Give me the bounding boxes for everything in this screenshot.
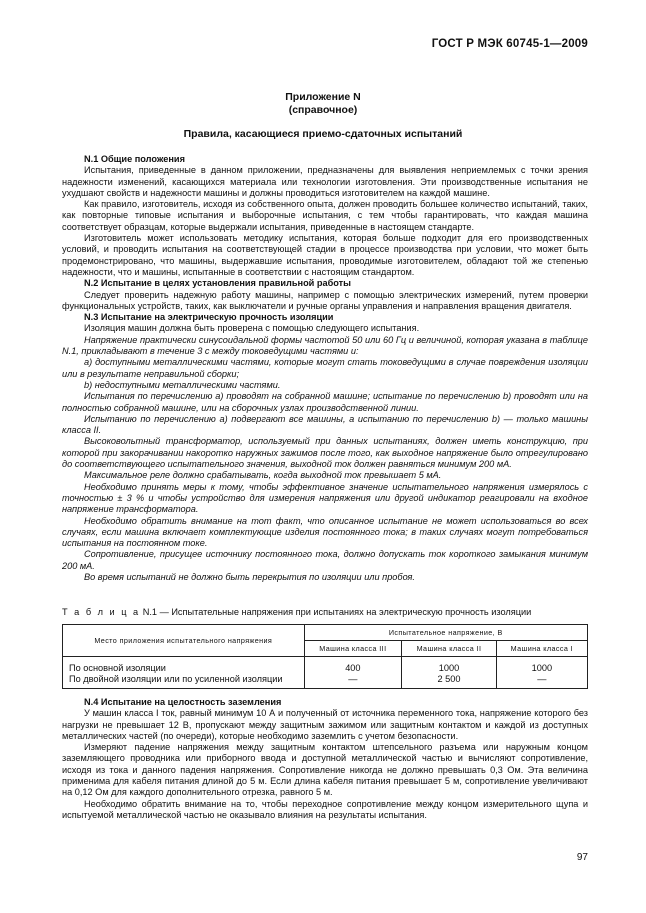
paragraph: Изготовитель может использовать методику испытания, которая больше подходит для его производственных условий, и проводить испытания на соответствующей стадии в процессе производства при условии, что может быть продемонстрировано, что машины, выдержавшие испытания, проводимые изготовителем, обладают той же степенью надежности, что и машины, испытанные в соответствии с настоящим стандартом.	[62, 233, 588, 277]
section-heading: N.4 Испытание на целостность заземления	[84, 697, 282, 707]
paragraph: Испытанию по перечислению a) подвергают все машины, а испытанию по перечислению b) — только машины класса II.	[62, 413, 588, 436]
document-header: ГОСТ Р МЭК 60745-1—2009	[431, 38, 588, 50]
paragraph: Напряжение практически синусоидальной формы частотой 50 или 60 Гц и величиной, которая указана в таблице N.1, прикладывают в течение 3 с между токоведущими частями и:	[62, 334, 588, 357]
cell-value: 1000	[531, 663, 553, 673]
col-header-class2: Машина класса II	[402, 641, 497, 657]
appendix-title: Правила, касающиеся приемо-сдаточных испытаний	[183, 128, 463, 140]
col-header-voltage: Испытательное напряжение, В	[304, 625, 588, 641]
paragraph: У машин класса I ток, равный минимум 10 А и полученный от источника переменного тока, напряжение которого без нагрузки не превышает 12 В, пропускают между защитным зажимом или защитным контактом и каждой из доступных металлических частей (по очереди), которые необходимо заземлить с учетом безопасности.	[62, 708, 588, 741]
table-caption-text: N.1 — Испытательные напряжения при испытаниях на электрическую прочность изоляции	[142, 607, 532, 617]
paragraph: Необходимо принять меры к тому, чтобы эффективное значение испытательного напряжения измерялось с точностью ± 3 % и чтобы устройство для измерения напряжения или другой индикатор реагировали на входное напряжение трансформатора.	[62, 481, 588, 515]
appendix-name: Приложение N	[285, 91, 361, 103]
col-header-class3: Машина класса III	[304, 641, 402, 657]
section-heading: N.3 Испытание на электрическую прочность изоляции	[84, 312, 334, 323]
cell-class1	[496, 657, 587, 689]
col-header-class1: Машина класса I	[496, 641, 587, 657]
row-label-double: По двойной изоляции или по усиленной изоляции	[69, 674, 283, 684]
section-heading: N.2 Испытание в целях установления правильной работы	[84, 278, 352, 289]
cell-value: 1000	[438, 663, 460, 673]
paragraph: b) недоступными металлическими частями.	[84, 379, 281, 390]
page-number: 97	[576, 852, 588, 863]
paragraph: Необходимо обратить внимание на тот факт, что описанное испытание не может использоваться во всех случаях, если машина включает комплектующие изделия постоянного тока; в таких случаях могут потребоваться испытания на постоянном токе.	[62, 515, 588, 549]
section-body-1	[62, 154, 588, 583]
paragraph: Измеряют падение напряжения между защитным контактом штепсельного разъема или наружным концом заземляющего проводника или приборного ввода и доступной металлической частью и вычисляют сопротивление, исходя из тока и данного падения напряжения. Сопротивление никогда не должно превышать 0,3 Ом. Эта величина применима для кабеля питания длиной до 5 м. Если длина кабеля питания превышает 5 м, сопротивление увеличивают на 0,12 Ом для каждого дополнительного отрезка, равного 5 м.	[62, 742, 588, 798]
paragraph: a) доступными металлическими частями, которые могут стать токоведущими в случае повреждения изоляции или в результате неправильной сборки;	[62, 357, 588, 379]
table-caption-prefix: Т а б л и ц а	[62, 607, 141, 617]
cell-value: 2 500	[437, 674, 461, 684]
cell-value: 400	[345, 663, 361, 673]
paragraph: Максимальное реле должно срабатывать, когда выходной ток превышает 5 мА.	[84, 470, 442, 481]
section-heading: N.1 Общие положения	[84, 154, 185, 164]
section-body-4	[62, 697, 588, 821]
paragraph: Необходимо обратить внимание на то, чтобы переходное сопротивление между концом измерительного щупа и испытуемой металлической частью не оказывало влияния на результаты испытания.	[62, 798, 588, 820]
paragraph: Во время испытаний не должно быть перекрытия по изоляции или пробоя.	[84, 571, 415, 582]
row-label-basic: По основной изоляции	[69, 663, 166, 673]
appendix-kind: (справочное)	[288, 104, 358, 116]
paragraph: Сопротивление, присущее источнику постоянного тока, должно допускать ток короткого замыкания минимум 200 мА.	[62, 549, 588, 571]
cell-value: —	[537, 674, 547, 684]
row-labels	[63, 657, 305, 689]
appendix-heading	[0, 91, 646, 117]
cell-class3	[304, 657, 402, 689]
table-caption	[62, 607, 531, 617]
col-header-place: Место приложения испытательного напряжения	[63, 625, 305, 657]
paragraph: Следует проверить надежную работу машины, например с помощью электрических измерений, путем проверки функциональных устройств, таких, как выключатели и ручные органы управления и направления вращения двигателя.	[62, 289, 588, 311]
paragraph: Испытания по перечислению a) проводят на собранной машине; испытание по перечислению b) проводят или на полностью собранной машине, или на сборочных узлах производственной линии.	[62, 391, 588, 413]
paragraph: Изоляция машин должна быть проверена с помощью следующего испытания.	[84, 323, 420, 334]
paragraph: Как правило, изготовитель, исходя из собственного опыта, должен проводить большее количество испытаний, таких, как повторные типовые испытания и выборочные испытания, с тем чтобы гарантировать, что каждая машина соответствует образцам, которые выдержали испытания, приведенные в настоящем стандарте.	[62, 199, 588, 232]
table-row	[63, 657, 588, 689]
test-voltage-table	[62, 624, 588, 689]
paragraph: Высоковольтный трансформатор, используемый при данных испытаниях, должен иметь конструкцию, при которой при закорачивании накоротко наружных зажимов после того, как выходное напряжение было отрегулировано до соответствующего испытательного значения, выходной ток должен равняться минимум 200 мА.	[62, 436, 588, 470]
cell-value: —	[348, 674, 358, 684]
paragraph: Испытания, приведенные в данном приложении, предназначены для выявления неприемлемых с точки зрения надежности изменений, касающихся материала или технологии изготовления. Эти производственные испытания не ухудшают свойств и надежности машины и должны проводиться изготовителем на каждой машине.	[62, 165, 588, 198]
cell-class2	[402, 657, 497, 689]
